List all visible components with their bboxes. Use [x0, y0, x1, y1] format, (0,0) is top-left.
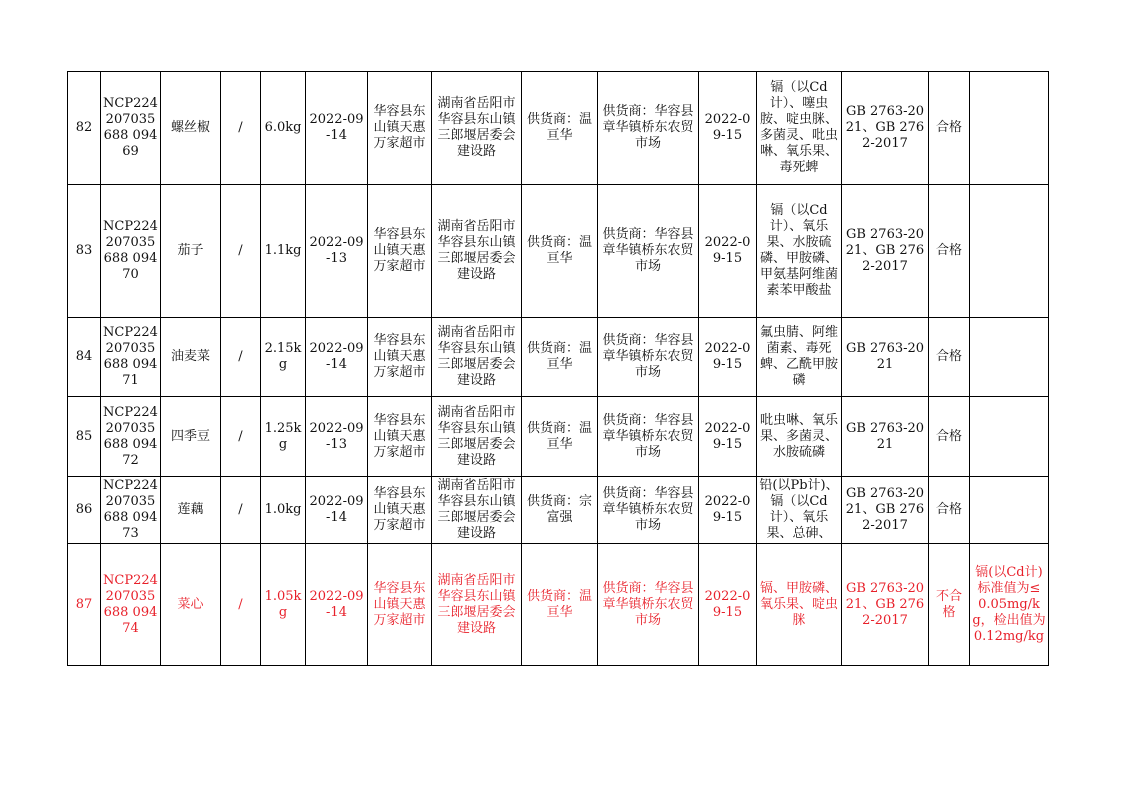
- result: 合格: [929, 318, 970, 397]
- sample-name: 莲藕: [161, 477, 221, 544]
- sample-id: NCP224207035688 09472: [101, 397, 161, 477]
- standard: GB 2763-2021、GB 2762-2017: [842, 185, 929, 318]
- sampled-address: 湖南省岳阳市华容县东山镇三郎堰居委会建设路: [432, 397, 522, 477]
- table-row: [68, 185, 1049, 318]
- quantity: 1.25kg: [261, 397, 306, 477]
- purchase-date: 2022-09-15: [699, 544, 757, 666]
- result: 合格: [929, 185, 970, 318]
- production-date: 2022-09-14: [306, 318, 368, 397]
- purchase-date: 2022-09-15: [699, 397, 757, 477]
- brand: /: [221, 318, 261, 397]
- producer-address: 供货商：华容县章华镇桥东农贸市场: [598, 477, 699, 544]
- purchase-date: 2022-09-15: [699, 72, 757, 185]
- producer-address: 供货商：华容县章华镇桥东农贸市场: [598, 397, 699, 477]
- producer: 供货商：温亘华: [522, 72, 598, 185]
- quantity: 1.05kg: [261, 544, 306, 666]
- sampled-unit: 华容县东山镇天惠万家超市: [368, 544, 432, 666]
- sampled-unit: 华容县东山镇天惠万家超市: [368, 318, 432, 397]
- producer: 供货商：宗富强: [522, 477, 598, 544]
- test-items: 镉（以Cd计）、噻虫胺、啶虫脒、多菌灵、吡虫啉、氧乐果、毒死蜱: [757, 72, 842, 185]
- test-items: 氟虫腈、阿维菌素、毒死蜱、乙酰甲胺磷: [757, 318, 842, 397]
- row-number: 83: [68, 185, 101, 318]
- brand: /: [221, 185, 261, 318]
- table-row-failed: [68, 544, 1049, 666]
- sample-id: NCP224207035688 09471: [101, 318, 161, 397]
- table-row: [68, 397, 1049, 477]
- sampled-unit: 华容县东山镇天惠万家超市: [368, 185, 432, 318]
- sampled-unit: 华容县东山镇天惠万家超市: [368, 397, 432, 477]
- standard: GB 2763-2021: [842, 318, 929, 397]
- production-date: 2022-09-14: [306, 477, 368, 544]
- remark: [970, 397, 1049, 477]
- quantity: 6.0kg: [261, 72, 306, 185]
- standard: GB 2763-2021、GB 2762-2017: [842, 477, 929, 544]
- producer: 供货商：温亘华: [522, 397, 598, 477]
- standard: GB 2763-2021、GB 2762-2017: [842, 72, 929, 185]
- brand: /: [221, 477, 261, 544]
- sample-name: 茄子: [161, 185, 221, 318]
- sample-id: NCP224207035688 09470: [101, 185, 161, 318]
- remark: [970, 318, 1049, 397]
- sampled-address: 湖南省岳阳市华容县东山镇三郎堰居委会建设路: [432, 72, 522, 185]
- quantity: 1.0kg: [261, 477, 306, 544]
- sampled-address: 湖南省岳阳市华容县东山镇三郎堰居委会建设路: [432, 318, 522, 397]
- sampled-unit: 华容县东山镇天惠万家超市: [368, 477, 432, 544]
- row-number: 84: [68, 318, 101, 397]
- production-date: 2022-09-13: [306, 397, 368, 477]
- sample-id: NCP224207035688 09473: [101, 477, 161, 544]
- result: 合格: [929, 397, 970, 477]
- production-date: 2022-09-14: [306, 544, 368, 666]
- purchase-date: 2022-09-15: [699, 477, 757, 544]
- sampled-address: 湖南省岳阳市华容县东山镇三郎堰居委会建设路: [432, 185, 522, 318]
- remark: [970, 477, 1049, 544]
- result: 合格: [929, 477, 970, 544]
- production-date: 2022-09-14: [306, 72, 368, 185]
- test-items: 镉（以Cd计）、氧乐果、水胺硫磷、甲胺磷、甲氨基阿维菌素苯甲酸盐: [757, 185, 842, 318]
- row-number: 87: [68, 544, 101, 666]
- standard: GB 2763-2021、GB 2762-2017: [842, 544, 929, 666]
- producer: 供货商：温亘华: [522, 544, 598, 666]
- production-date: 2022-09-13: [306, 185, 368, 318]
- purchase-date: 2022-09-15: [699, 318, 757, 397]
- standard: GB 2763-2021: [842, 397, 929, 477]
- sampled-unit: 华容县东山镇天惠万家超市: [368, 72, 432, 185]
- producer: 供货商：温亘华: [522, 318, 598, 397]
- remark: [970, 72, 1049, 185]
- brand: /: [221, 72, 261, 185]
- inspection-results-table: [67, 71, 1049, 666]
- remark: [970, 185, 1049, 318]
- sampled-address: 湖南省岳阳市华容县东山镇三郎堰居委会建设路: [432, 544, 522, 666]
- sample-id: NCP224207035688 09474: [101, 544, 161, 666]
- row-number: 85: [68, 397, 101, 477]
- quantity: 1.1kg: [261, 185, 306, 318]
- producer-address: 供货商：华容县章华镇桥东农贸市场: [598, 318, 699, 397]
- sample-name: 四季豆: [161, 397, 221, 477]
- result: 合格: [929, 72, 970, 185]
- remark: 镉(以Cd计)标准值为≤0.05mg/kg，检出值为0.12mg/kg: [970, 544, 1049, 666]
- quantity: 2.15kg: [261, 318, 306, 397]
- result: 不合格: [929, 544, 970, 666]
- row-number: 82: [68, 72, 101, 185]
- table-row: [68, 318, 1049, 397]
- test-items-text: 铅(以Pb计)、镉（以Cd计）、氧乐果、总砷、: [759, 478, 839, 541]
- table-row: [68, 72, 1049, 185]
- producer-address: 供货商：华容县章华镇桥东农贸市场: [598, 544, 699, 666]
- sampled-address: 湖南省岳阳市华容县东山镇三郎堰居委会建设路: [432, 477, 522, 544]
- brand: /: [221, 544, 261, 666]
- producer-address: 供货商：华容县章华镇桥东农贸市场: [598, 72, 699, 185]
- producer: 供货商：温亘华: [522, 185, 598, 318]
- brand: /: [221, 397, 261, 477]
- sample-name: 菜心: [161, 544, 221, 666]
- test-items: 镉、甲胺磷、氧乐果、啶虫脒: [757, 544, 842, 666]
- test-items: 吡虫啉、氧乐果、多菌灵、水胺硫磷: [757, 397, 842, 477]
- row-number: 86: [68, 477, 101, 544]
- sample-name: 油麦菜: [161, 318, 221, 397]
- test-items: [757, 477, 842, 544]
- purchase-date: 2022-09-15: [699, 185, 757, 318]
- table-row: [68, 477, 1049, 544]
- sample-name: 螺丝椒: [161, 72, 221, 185]
- producer-address: 供货商：华容县章华镇桥东农贸市场: [598, 185, 699, 318]
- sample-id: NCP224207035688 09469: [101, 72, 161, 185]
